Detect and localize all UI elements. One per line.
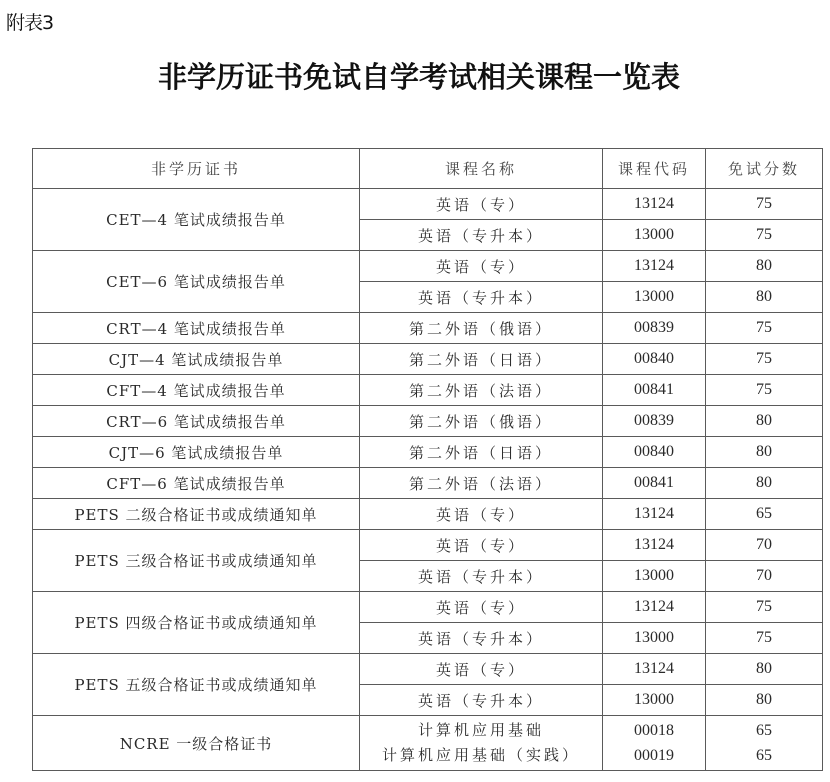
course-code-cell: 00839 [603,313,706,344]
course-code-cell [603,716,706,771]
course-name-cell: 英语（专升本） [360,220,603,251]
certificate-cell: CJT—6 笔试成绩报告单 [33,437,360,468]
table-row [33,251,823,282]
table-row [33,592,823,623]
course-name-cell: 英语（专） [360,189,603,220]
course-code-cell: 00841 [603,375,706,406]
table-row [33,468,823,499]
course-code-cell: 00839 [603,406,706,437]
course-code-cell: 13124 [603,530,706,561]
course-code-line: 00018 [634,722,674,739]
course-name-cell: 第二外语（俄语） [360,406,603,437]
header-course-code: 课程代码 [603,149,706,189]
table-row [33,344,823,375]
course-code-cell: 13000 [603,220,706,251]
course-name-line: 计算机应用基础（实践） [381,746,580,764]
table-row [33,406,823,437]
course-name-cell: 英语（专） [360,592,603,623]
course-code-cell: 13000 [603,282,706,313]
course-name-cell: 第二外语（法语） [360,468,603,499]
course-name-cell: 英语（专） [360,530,603,561]
certificate-cell: CFT—4 笔试成绩报告单 [33,375,360,406]
course-name-line: 计算机应用基础 [417,721,544,739]
course-name-cell: 第二外语（日语） [360,344,603,375]
table-row [33,654,823,685]
certificate-cell: PETS 二级合格证书或成绩通知单 [33,499,360,530]
exempt-score-cell: 75 [706,344,823,375]
certificate-cell: CJT—4 笔试成绩报告单 [33,344,360,375]
course-name-cell [360,716,603,771]
certificate-cell: CRT—6 笔试成绩报告单 [33,406,360,437]
exempt-score-cell: 80 [706,468,823,499]
course-code-cell: 13124 [603,189,706,220]
exempt-score-cell: 75 [706,592,823,623]
header-course-name: 课程名称 [360,149,603,189]
certificate-cell: CRT—4 笔试成绩报告单 [33,313,360,344]
exempt-score-line: 65 [756,747,772,764]
certificate-cell: PETS 三级合格证书或成绩通知单 [33,530,360,592]
exempt-score-cell: 75 [706,375,823,406]
exempt-score-cell [706,716,823,771]
exempt-score-cell: 70 [706,561,823,592]
table-row [33,375,823,406]
header-certificate: 非学历证书 [33,149,360,189]
course-name-cell: 英语（专升本） [360,561,603,592]
course-name-cell: 第二外语（俄语） [360,313,603,344]
certificate-cell: CET—6 笔试成绩报告单 [33,251,360,313]
exempt-score-cell: 65 [706,499,823,530]
certificate-cell: PETS 四级合格证书或成绩通知单 [33,592,360,654]
course-name-cell: 英语（专升本） [360,623,603,654]
course-code-cell: 13000 [603,623,706,654]
table-row [33,530,823,561]
exempt-score-cell: 75 [706,220,823,251]
table-row [33,499,823,530]
course-code-cell: 13124 [603,251,706,282]
table-row [33,716,823,771]
table-row [33,189,823,220]
exempt-score-cell: 70 [706,530,823,561]
table-header-row [33,149,823,189]
exempt-score-line: 65 [756,722,772,739]
course-code-cell: 13124 [603,654,706,685]
appendix-label: 附表3 [6,12,54,34]
course-name-cell: 第二外语（日语） [360,437,603,468]
exempt-score-cell: 80 [706,654,823,685]
exempt-score-cell: 80 [706,282,823,313]
exempt-score-cell: 80 [706,251,823,282]
course-code-cell: 00840 [603,437,706,468]
course-code-cell: 13000 [603,685,706,716]
course-name-cell: 英语（专升本） [360,685,603,716]
certificate-cell: PETS 五级合格证书或成绩通知单 [33,654,360,716]
course-code-cell: 00841 [603,468,706,499]
table-row [33,313,823,344]
certificate-cell: NCRE 一级合格证书 [33,716,360,771]
page-title: 非学历证书免试自学考试相关课程一览表 [157,60,680,94]
exempt-score-cell: 80 [706,685,823,716]
course-name-cell: 第二外语（法语） [360,375,603,406]
course-name-cell: 英语（专） [360,251,603,282]
certificate-cell: CFT—6 笔试成绩报告单 [33,468,360,499]
exempt-score-cell: 80 [706,437,823,468]
course-name-cell: 英语（专） [360,499,603,530]
course-name-cell: 英语（专升本） [360,282,603,313]
exemption-course-table [32,148,823,771]
header-exempt-score: 免试分数 [706,149,823,189]
exempt-score-cell: 75 [706,313,823,344]
course-code-cell: 13000 [603,561,706,592]
course-code-cell: 13124 [603,592,706,623]
exempt-score-cell: 75 [706,189,823,220]
course-name-cell: 英语（专） [360,654,603,685]
course-code-cell: 13124 [603,499,706,530]
course-code-line: 00019 [634,747,674,764]
exempt-score-cell: 80 [706,406,823,437]
exempt-score-cell: 75 [706,623,823,654]
table-row [33,437,823,468]
course-code-cell: 00840 [603,344,706,375]
certificate-cell: CET—4 笔试成绩报告单 [33,189,360,251]
